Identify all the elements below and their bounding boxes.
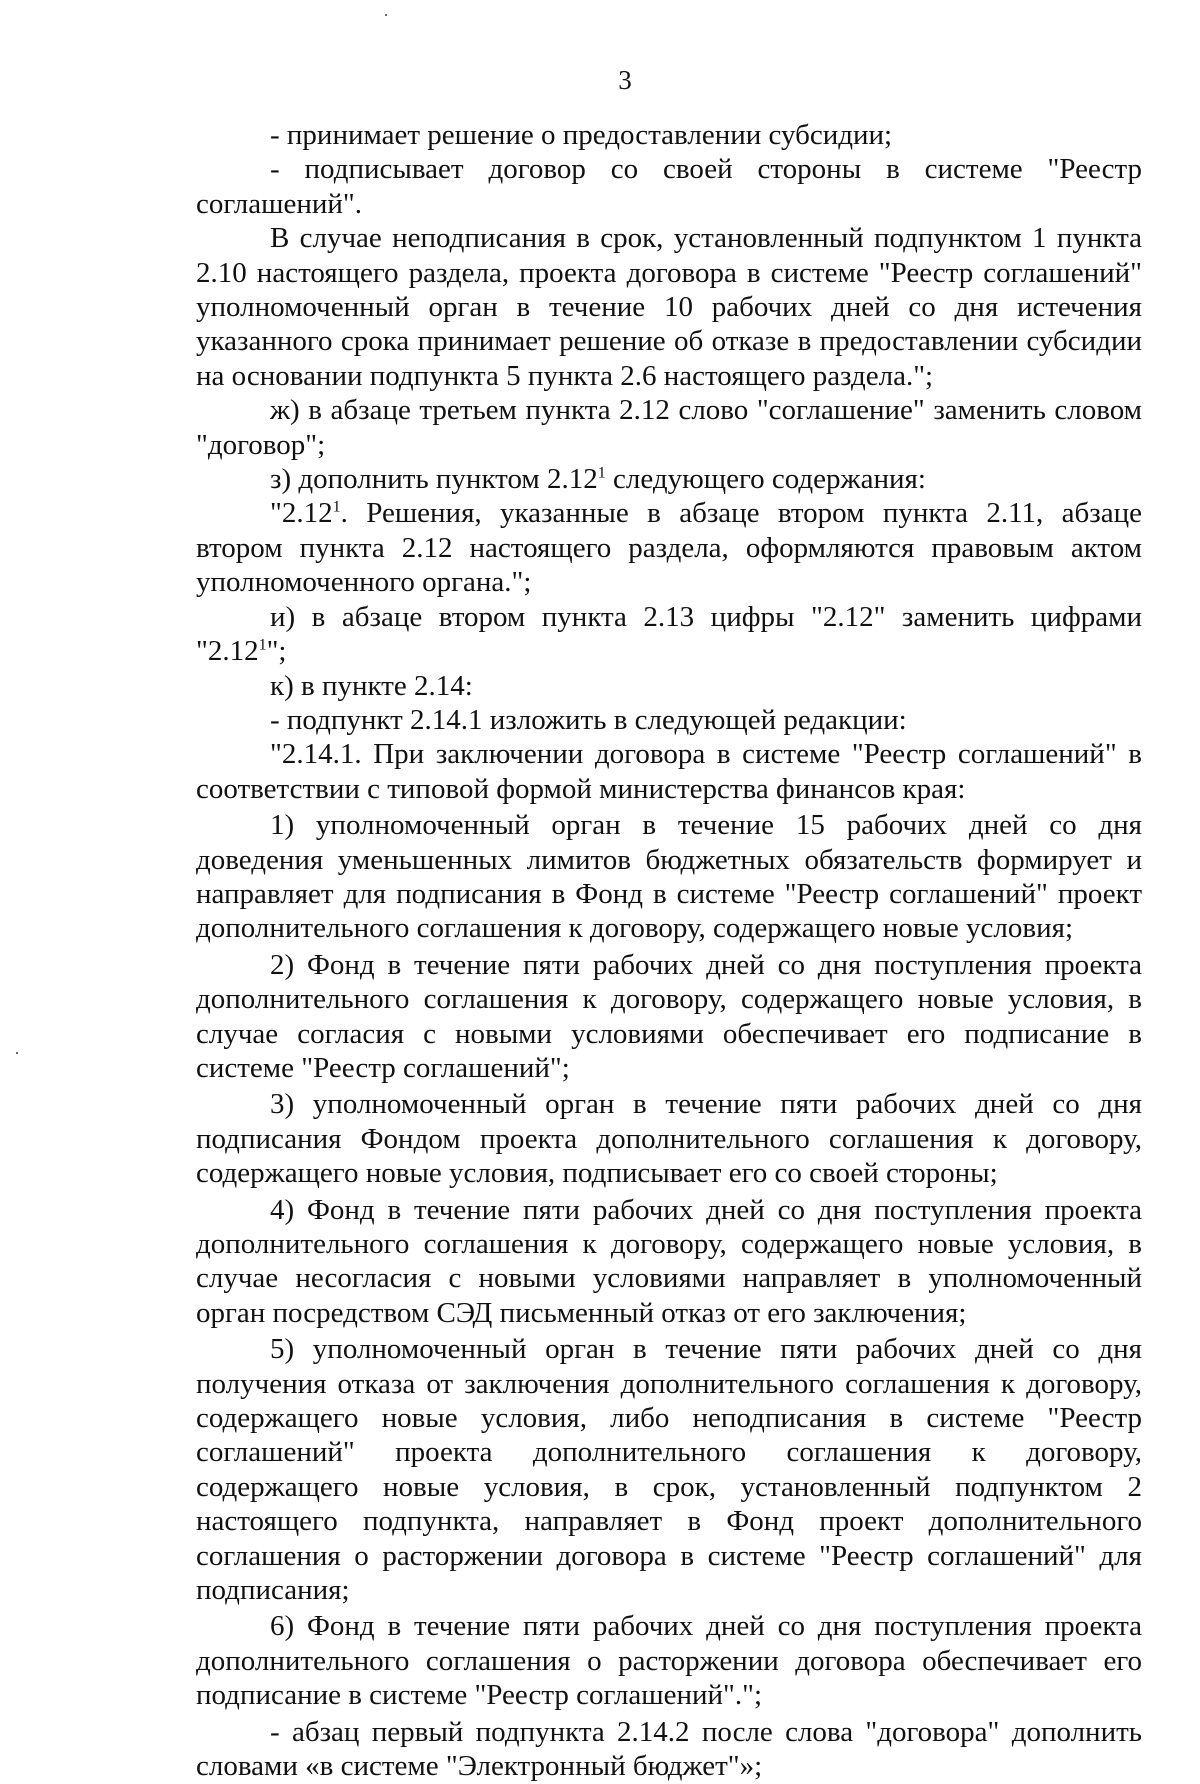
list-item: 5) уполномоченный орган в течение пяти рабочих дней со дня получения отказа от заключения дополнительного соглашения к договору, содержащего новые условия, либо неподписания в системе "Реестр соглашений" проекта дополнительного соглашения к договору, содержащего новые условия, в срок, установленный подпунктом 2 настоящего подпункта, направляет в Фонд проект дополнительного соглашения о расторжении договора в системе "Реестр соглашений" для подписания;	[196, 1333, 1142, 1607]
paragraph-text: следующего содержания:	[605, 463, 926, 496]
document-body	[196, 118, 1142, 1784]
paragraph-text: . Решения, указанные в абзаце втором пункта 2.11, абзаце втором пункта 2.12 настоящего раздела, оформляются правовым актом уполномоченного органа.";	[196, 497, 1142, 599]
paragraph	[196, 462, 1142, 496]
superscript: 1	[332, 498, 341, 516]
list-item: 4) Фонд в течение пяти рабочих дней со дня поступления проекта дополнительного соглашения к договору, содержащего новые условия, в случае несогласия с новыми условиями направляет в уполномоченный орган посредством СЭД письменный отказ от его заключения;	[196, 1193, 1142, 1329]
paragraph-text: "2.12	[270, 497, 333, 530]
paragraph: - подписывает договор со своей стороны в системе "Реестр соглашений".	[196, 153, 1142, 220]
paragraph: В случае неподписания в срок, установленный подпунктом 1 пункта 2.10 настоящего раздела, проекта договора в системе "Реестр соглашений" уполномоченный орган в течение 10 рабочих дней со дня истечения указанного срока принимает решение об отказе в предоставлении субсидии на основании подпункта 5 пункта 2.6 настоящего раздела.";	[196, 222, 1142, 392]
paragraph: к) в пункте 2.14:	[270, 669, 473, 702]
list-item: 2) Фонд в течение пяти рабочих дней со дня поступления проекта дополнительного соглашения к договору, содержащего новые условия, в случае согласия с новыми условиями обеспечивает его подписание в системе "Реестр соглашений";	[196, 948, 1142, 1084]
paragraph-text: з) дополнить пунктом 2.12	[270, 463, 598, 496]
list-item: 6) Фонд в течение пяти рабочих дней со дня поступления проекта дополнительного соглашения о расторжении договора обеспечивает его подписание в системе "Реестр соглашений".";	[196, 1610, 1142, 1712]
list-item: 3) уполномоченный орган в течение пяти рабочих дней со дня подписания Фондом проекта дополнительного соглашения к договору, содержащего новые условия, подписывает его со своей стороны;	[196, 1088, 1142, 1190]
scan-speck	[385, 14, 387, 16]
paragraph: - подпункт 2.14.1 изложить в следующей редакции:	[270, 703, 907, 736]
paragraph	[196, 496, 1142, 599]
superscript: 1	[597, 464, 606, 482]
paragraph: - абзац первый подпункта 2.14.2 после слова "договора" дополнить словами «в системе "Электронный бюджет"»;	[196, 1715, 1142, 1783]
superscript: 1	[258, 636, 267, 654]
paragraph	[196, 600, 1142, 669]
paragraph: - принимает решение о предоставлении субсидии;	[270, 119, 893, 151]
page-number: 3	[618, 65, 632, 95]
list-item: 1) уполномоченный орган в течение 15 рабочих дней со дня доведения уменьшенных лимитов бюджетных обязательств формирует и направляет для подписания в Фонд в системе "Реестр соглашений" проект дополнительного соглашения к договору, содержащего новые условия;	[196, 809, 1142, 945]
paragraph-text: и) в абзаце втором пункта 2.13 цифры "2.12" заменить цифрами "2.12	[196, 600, 1142, 668]
scan-speck	[16, 1052, 18, 1054]
paragraph: ж) в абзаце третьем пункта 2.12 слово "соглашение" заменить словом "договор";	[196, 394, 1142, 461]
paragraph: "2.14.1. При заключении договора в системе "Реестр соглашений" в соответствии с типовой формой министерства финансов края:	[196, 738, 1142, 805]
paragraph-text: ";	[266, 635, 287, 668]
